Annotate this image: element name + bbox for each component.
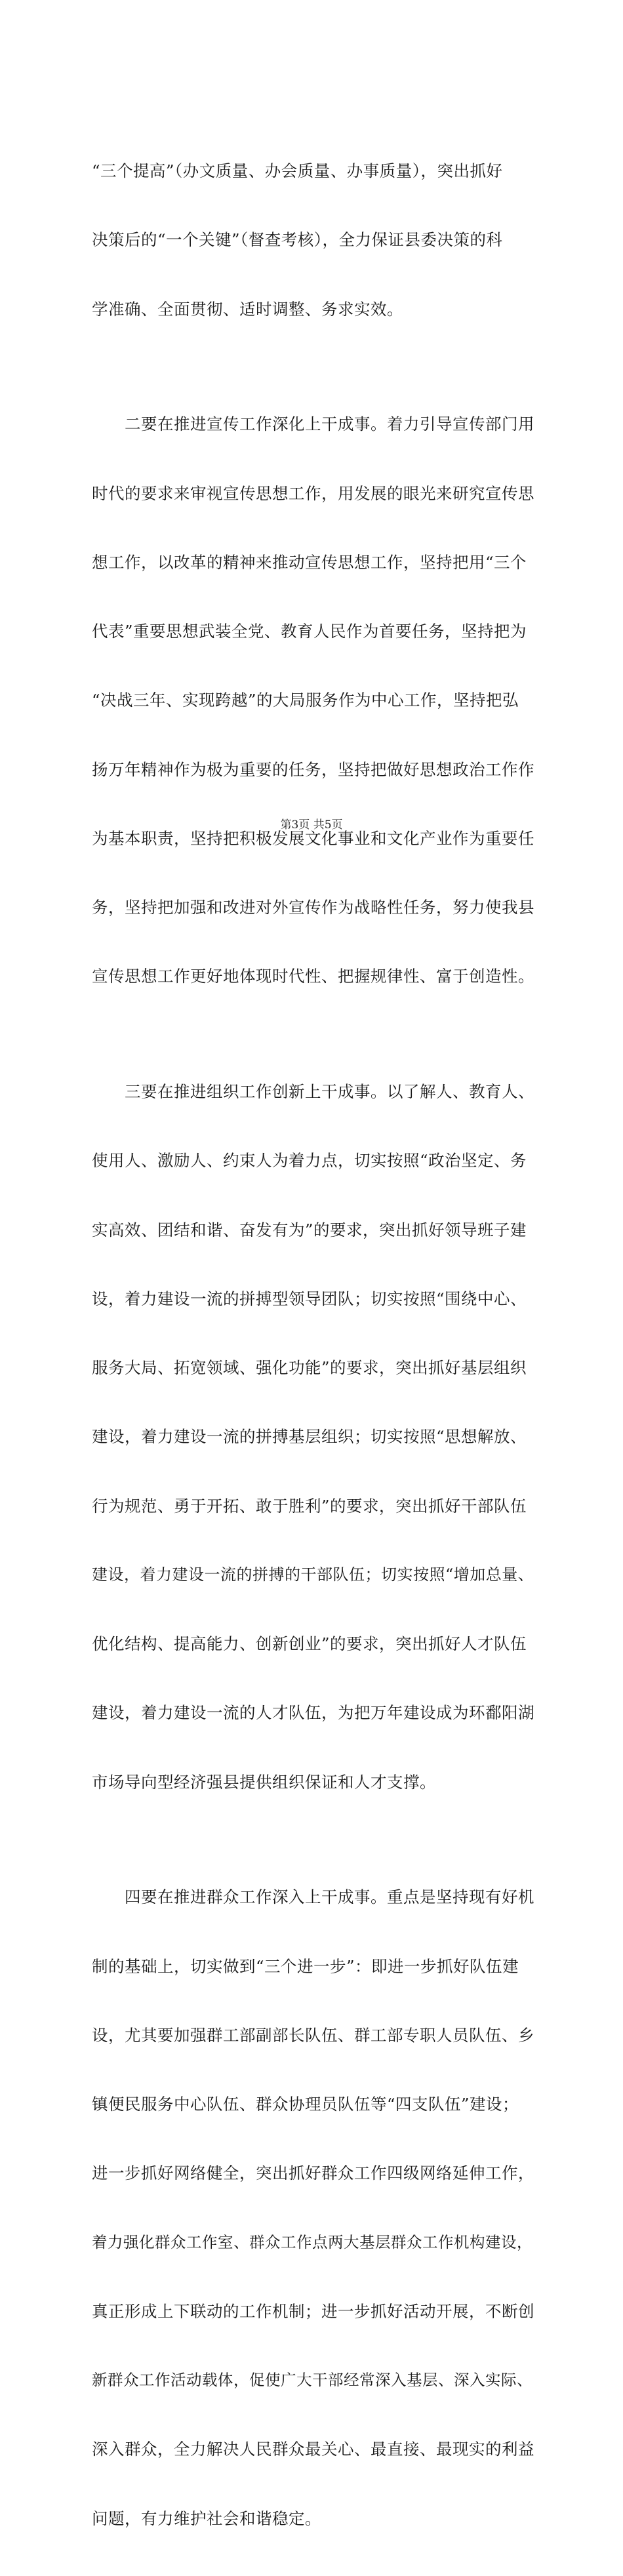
text-line: 四要在推进群众工作深入上干成事。重点是坚持现有好机 bbox=[92, 1887, 534, 1907]
text-line: 扬万年精神作为极为重要的任务，坚持把做好思想政治工作作 bbox=[92, 759, 534, 779]
text-line: 为基本职责，坚持把积极发展文化事业和文化产业作为重要任 bbox=[92, 828, 534, 848]
page-number-footer: 第3页 共5页 bbox=[280, 818, 343, 832]
text-line: 制的基础上，切实做到“三个进一步”：即进一步抓好队伍建 bbox=[92, 1956, 519, 1976]
document-body bbox=[92, 113, 535, 2576]
text-line: 学准确、全面贯彻、适时调整、务求实效。 bbox=[92, 299, 403, 319]
text-line: 行为规范、勇于开拓、敢于胜利”的要求，突出抓好干部队伍 bbox=[92, 1496, 527, 1516]
text-line: 设，尤其要加强群工部副部长队伍、群工部专职人员队伍、乡 bbox=[92, 2025, 534, 2045]
text-line: 进一步抓好网络健全，突出抓好群众工作四级网络延伸工作， bbox=[92, 2163, 534, 2183]
text-line: 决策后的“一个关键”（督查考核），全力保证县委决策的科 bbox=[92, 230, 503, 250]
text-line: 时代的要求来审视宣传思想工作，用发展的眼光来研究宣传思 bbox=[92, 483, 534, 503]
text-line: 服务大局、拓宽领域、强化功能”的要求，突出抓好基层组织 bbox=[92, 1358, 527, 1378]
text-line: 深入群众，全力解决人民群众最关心、最直接、最现实的利益 bbox=[92, 2440, 534, 2459]
text-line: 优化结构、提高能力、创新创业”的要求，突出抓好人才队伍 bbox=[92, 1634, 527, 1654]
text-line: 镇便民服务中心队伍、群众协理员队伍等“四支队伍”建设； bbox=[92, 2095, 519, 2114]
text-line: 想工作，以改革的精神来推动宣传思想工作，坚持把用“三个 bbox=[92, 552, 527, 572]
text-line: “三个提高”（办文质量、办会质量、办事质量），突出抓好 bbox=[92, 161, 503, 181]
text-line: 三要在推进组织工作创新上干成事。以了解人、教育人、 bbox=[92, 1081, 534, 1101]
text-line: 实高效、团结和谐、奋发有为”的要求，突出抓好领导班子建 bbox=[92, 1220, 527, 1239]
text-line: “决战三年、实现跨越”的大局服务作为中心工作，坚持把弘 bbox=[92, 691, 519, 710]
paragraph-2 bbox=[92, 367, 535, 1034]
text-line: 建设，着力建设一流的拼搏的干部队伍；切实按照“增加总量、 bbox=[92, 1565, 534, 1584]
text-line: 设，着力建设一流的拼搏型领导团队；切实按照“围绕中心、 bbox=[92, 1289, 527, 1308]
text-line: 市场导向型经济强县提供组织保证和人才支撑。 bbox=[92, 1772, 436, 1792]
text-line: 着力强化群众工作室、群众工作点两大基层群众工作机构建设， bbox=[92, 2232, 533, 2251]
text-line: 二要在推进宣传工作深化上干成事。着力引导宣传部门用 bbox=[92, 414, 534, 434]
text-line: 真正形成上下联动的工作机制；进一步抓好活动开展，不断创 bbox=[92, 2301, 534, 2321]
text-line: 问题，有力维护社会和谐稳定。 bbox=[92, 2508, 321, 2528]
text-line: 使用人、激励人、约束人为着力点，切实按照“政治坚定、务 bbox=[92, 1151, 527, 1171]
text-line: 新群众工作活动载体，促使广大干部经常深入基层、深入实际、 bbox=[92, 2371, 533, 2390]
paragraph-4 bbox=[92, 1840, 535, 2576]
paragraph-3 bbox=[92, 1034, 535, 1840]
text-line: 建设，着力建设一流的人才队伍，为把万年建设成为环鄱阳湖 bbox=[92, 1703, 534, 1723]
text-line: 代表”重要思想武装全党、教育人民作为首要任务，坚持把为 bbox=[92, 622, 527, 641]
text-line: 宣传思想工作更好地体现时代性、把握规律性、富于创造性。 bbox=[92, 967, 534, 986]
text-line: 务，坚持把加强和改进对外宣传作为战略性任务，努力使我县 bbox=[92, 898, 534, 917]
text-line: 建设，着力建设一流的拼搏基层组织；切实按照“思想解放、 bbox=[92, 1427, 527, 1447]
paragraph-1 bbox=[92, 113, 535, 367]
